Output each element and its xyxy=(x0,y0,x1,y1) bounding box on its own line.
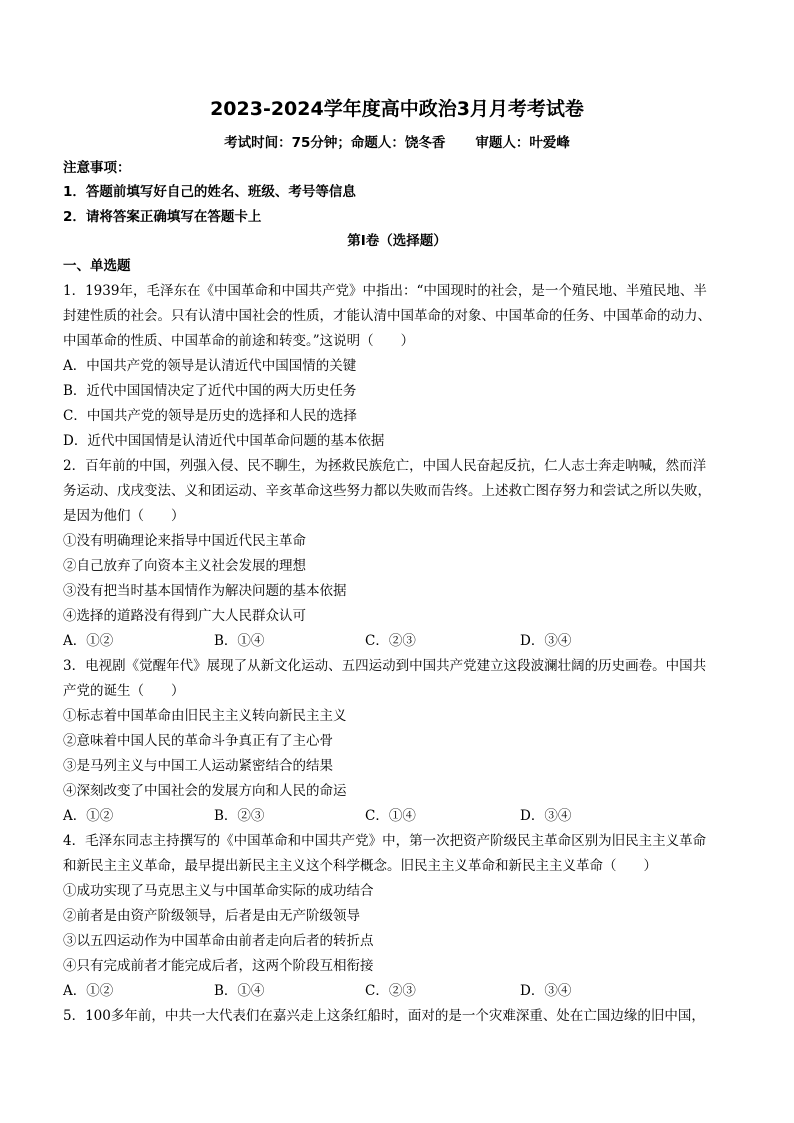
choice: B．①④ xyxy=(214,633,265,649)
statement: ①成功实现了马克思主义与中国革命实际的成功结合 xyxy=(63,883,374,899)
volume-heading: 第Ⅰ卷（选择题） xyxy=(347,233,447,249)
exam-time: 考试时间：75分钟；命题人：饶冬香 xyxy=(224,135,446,151)
notice-item: 2．请将答案正确填写在答题卡上 xyxy=(63,209,262,225)
question-stem: 务运动、戊戌变法、义和团运动、辛亥革命这些努力都以失败而告终。上述救亡图存努力和尝试之所以失败， xyxy=(63,483,711,499)
exam-title: 2023-2024学年度高中政治3月月考考试卷 xyxy=(210,98,584,120)
statement: ③没有把当时基本国情作为解决问题的基本依据 xyxy=(63,583,347,599)
choice: C．②③ xyxy=(365,983,416,999)
answer-option: C．中国共产党的领导是历史的选择和人民的选择 xyxy=(63,408,357,424)
answer-option: A．中国共产党的领导是认清近代中国国情的关键 xyxy=(63,358,357,374)
question-stem: 5．100多年前，中共一大代表们在嘉兴走上这条红船时，面对的是一个灾难深重、处在亡国边缘的旧中国， xyxy=(63,1008,705,1024)
statement: ②自己放弃了向资本主义社会发展的理想 xyxy=(63,558,306,574)
choice: B．②③ xyxy=(214,808,265,824)
statement: ③以五四运动作为中国革命由前者走向后者的转折点 xyxy=(63,933,374,949)
statement: ③是马列主义与中国工人运动紧密结合的结果 xyxy=(63,758,333,774)
question-stem: 是因为他们（ ） xyxy=(63,508,185,524)
choice: A．①② xyxy=(63,633,114,649)
question-stem: 1．1939年，毛泽东在《中国革命和中国共产党》中指出：“中国现时的社会，是一个殖民地、半殖民地、半 xyxy=(63,283,707,299)
choice: A．①② xyxy=(63,808,114,824)
choice: D．③④ xyxy=(520,983,572,999)
statement: ①标志着中国革命由旧民主主义转向新民主主义 xyxy=(63,708,347,724)
question-stem: 封建性质的社会。只有认清中国社会的性质，才能认清中国革命的对象、中国革命的任务、中国革命的动力、 xyxy=(63,308,711,324)
question-stem: 3．电视剧《觉醒年代》展现了从新文化运动、五四运动到中国共产党建立这段波澜壮阔的历史画卷。中国共 xyxy=(63,658,707,674)
statement: ④只有完成前者才能完成后者，这两个阶段互相衔接 xyxy=(63,958,374,974)
question-stem: 和新民主主义革命，最早提出新民主主义这个科学概念。旧民主主义革命和新民主主义革命（ ） xyxy=(63,858,657,874)
question-stem: 4．毛泽东同志主持撰写的《中国革命和中国共产党》中，第一次把资产阶级民主革命区别为旧民主主义革命 xyxy=(63,833,707,849)
part-heading: 一、单选题 xyxy=(63,258,131,274)
choice: D．③④ xyxy=(520,808,572,824)
exam-info xyxy=(0,131,794,151)
question-stem: 中国革命的性质、中国革命的前途和转变。”这说明（ ） xyxy=(63,333,415,349)
statement: ④深刻改变了中国社会的发展方向和人民的命运 xyxy=(63,783,347,799)
choice: A．①② xyxy=(63,983,114,999)
choice-row xyxy=(63,632,743,650)
statement: ①没有明确理论来指导中国近代民主革命 xyxy=(63,533,306,549)
choice: C．②③ xyxy=(365,633,416,649)
choice-row xyxy=(63,982,743,1000)
statement: ②前者是由资产阶级领导，后者是由无产阶级领导 xyxy=(63,908,360,924)
choice: C．①④ xyxy=(365,808,416,824)
statement: ②意味着中国人民的革命斗争真正有了主心骨 xyxy=(63,733,333,749)
choice: D．③④ xyxy=(520,633,572,649)
answer-option: D．近代中国国情是认清近代中国革命问题的基本依据 xyxy=(63,433,385,449)
answer-option: B．近代中国国情决定了近代中国的两大历史任务 xyxy=(63,383,357,399)
notice-heading: 注意事项： xyxy=(63,160,131,176)
question-stem: 产党的诞生（ ） xyxy=(63,683,185,699)
choice: B．①④ xyxy=(214,983,265,999)
exam-reviewer: 审题人：叶爱峰 xyxy=(475,135,570,151)
notice-item: 1．答题前填写好自己的姓名、班级、考号等信息 xyxy=(63,184,356,200)
statement: ④选择的道路没有得到广大人民群众认可 xyxy=(63,608,306,624)
choice-row xyxy=(63,807,743,825)
question-stem: 2．百年前的中国，列强入侵、民不聊生，为拯救民族危亡，中国人民奋起反抗，仁人志士奔走呐喊，然而洋 xyxy=(63,458,707,474)
